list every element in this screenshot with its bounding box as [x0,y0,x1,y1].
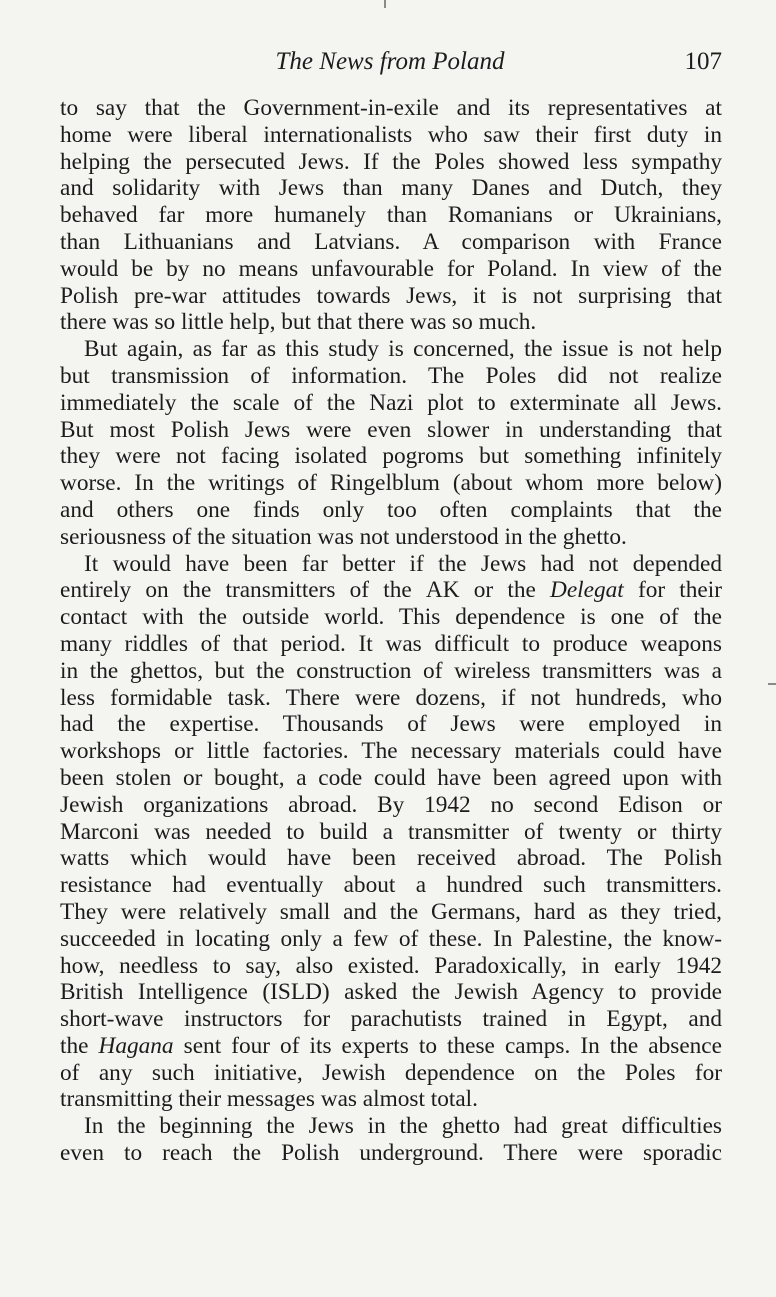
text-line: British Intelligence (ISLD) asked the Jewish Agency to provide [60,979,722,1006]
scan-mark-right [768,683,776,685]
paragraph [60,1113,722,1167]
text-line: in the ghettos, but the construction of wireless transmitters was a [60,657,722,684]
text-line: behaved far more humanely than Romanians or Ukrainians, [60,202,722,229]
text-line: But again, as far as this study is concerned, the issue is not help [84,336,722,363]
text-line: Marconi was needed to build a transmitter of twenty or thirty [60,818,722,845]
abbreviation-isld: ISLD [270,979,322,1006]
running-title: The News from Poland [275,48,505,75]
term-delegat: Delegat [550,577,624,604]
text-line: contact with the outside world. This dependence is one of the [60,604,722,631]
text-line: many riddles of that period. It was difficult to produce weapons [60,630,722,657]
text-line: They were relatively small and the Germans, hard as they tried, [60,898,722,925]
text-line: how, needless to say, also existed. Paradoxically, in early 1942 [60,952,722,979]
scan-mark-top [384,0,386,8]
text-line: short-wave instructors for parachutists trained in Egypt, and [60,1006,722,1033]
text-line: Polish pre-war attitudes towards Jews, it is not surprising that [60,282,722,309]
page-header [58,48,722,84]
text-line: succeeded in locating only a few of these. In Palestine, the know- [60,925,722,952]
text-line: been stolen or bought, a code could have been agreed upon with [60,764,722,791]
text-line: but transmission of information. The Poles did not realize [60,362,722,389]
text-line: transmitting their messages was almost total. [60,1086,478,1113]
text-line: home were liberal internationalists who saw their first duty in [60,121,722,148]
text-line: entirely on the transmitters of the AK or the Delegat for their [60,577,722,604]
paragraph [60,95,722,336]
paragraph [60,336,722,550]
text-line: Jewish organizations abroad. By 1942 no second Edison or [60,791,722,818]
page-number: 107 [684,48,722,75]
text-line: and solidarity with Jews than many Danes and Dutch, they [60,175,722,202]
body-text [60,95,722,1167]
text-line: helping the persecuted Jews. If the Poles showed less sympathy [60,148,722,175]
text-line: watts which would have been received abroad. The Polish [60,845,722,872]
text-line: workshops or little factories. The necessary materials could have [60,738,722,765]
text-line: worse. In the writings of Ringelblum (about whom more below) [60,470,722,497]
text-line: to say that the Government-in-exile and its representatives at [60,95,722,121]
abbreviation-ak: AK [425,577,460,604]
text-line: and others one finds only too often complaints that the [60,496,722,523]
text-line: even to reach the Polish underground. There were sporadic [60,1140,722,1167]
text-line: It would have been far better if the Jews had not depended [84,550,722,577]
text-line: would be by no means unfavourable for Poland. In view of the [60,255,722,282]
text-line: seriousness of the situation was not understood in the ghetto. [60,523,627,550]
text-line: of any such initiative, Jewish dependence on the Poles for [60,1059,722,1086]
text-line: had the expertise. Thousands of Jews were employed in [60,711,722,738]
text-line: immediately the scale of the Nazi plot to exterminate all Jews. [60,389,722,416]
paragraph [60,551,722,1114]
text-line: there was so little help, but that there was so much. [60,309,537,336]
text-line: In the beginning the Jews in the ghetto had great difficulties [84,1113,722,1140]
text-line: resistance had eventually about a hundred such transmitters. [60,872,722,899]
text-line: the Hagana sent four of its experts to these camps. In the absence [60,1032,722,1059]
text-line: they were not facing isolated pogroms but something infinitely [60,443,722,470]
term-hagana: Hagana [98,1032,174,1059]
text-line: But most Polish Jews were even slower in understanding that [60,416,722,443]
text-line: than Lithuanians and Latvians. A comparison with France [60,228,722,255]
text-line: less formidable task. There were dozens, if not hundreds, who [60,684,722,711]
